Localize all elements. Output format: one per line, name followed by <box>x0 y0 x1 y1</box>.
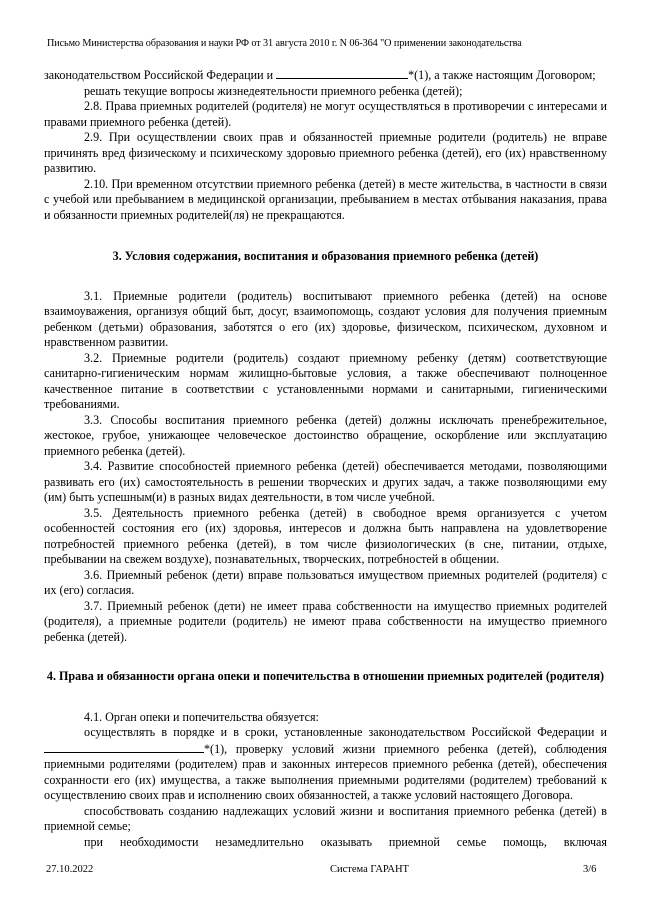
paragraph-3-6: 3.6. Приемный ребенок (дети) вправе пользоваться имуществом приемных родителей (родителя) с их (его) согласия. <box>44 567 607 597</box>
paragraph <box>44 67 607 84</box>
paragraph-text: законодательством Российской Федерации и <box>44 68 277 82</box>
paragraph-3-4: 3.4. Развитие способностей приемного ребенка (детей) обеспечивается методами, позволяющими развивать его (их) самостоятельность в решении творческих и других задач, а также позволяющими ему (им) быть успешным(и) в разных видах деятельности, в том числе учебной. <box>44 459 607 504</box>
section-4-heading: 4. Права и обязанности органа опеки и попечительства в отношении приемных родителей (родителя) <box>46 669 605 683</box>
footer-page-number: 3/6 <box>583 864 597 875</box>
paragraph-3-2: 3.2. Приемные родители (родитель) создают приемному ребенку (детям) соответствующие санитарно-гигиеническим нормам жилищно-бытовые условия, а также обеспечивают полноценное качественное питание в соответствии с установленными нормами и санитарными, гигиеническими требованиями. <box>44 350 607 411</box>
document-body <box>44 67 607 850</box>
paragraph: способствовать созданию надлежащих условий жизни и воспитания приемного ребенка (детей) в приемной семье; <box>44 803 607 833</box>
paragraph-4-1: 4.1. Орган опеки и попечительства обязуется: <box>84 709 319 724</box>
paragraph-3-5: 3.5. Деятельность приемного ребенка (детей) в свободное время организуется с учетом особенностей состояния его (их) здоровья, интересов и должна быть направлена на удовлетворение потребностей приемного ребенка (детей), в том числе физиологических (в сне, питании, отдыхе, пребывании на свежем воздухе), познавательных, творческих, потребностей в общении. <box>44 505 607 566</box>
paragraph-text: осуществлять в порядке и в сроки, установленные законодательством Российской Федерации и <box>84 725 607 739</box>
section-3-heading: 3. Условия содержания, воспитания и образования приемного ребенка (детей) <box>112 249 539 263</box>
footer-system-name: Система ГАРАНТ <box>330 864 409 875</box>
paragraph-2-10: 2.10. При временном отсутствии приемного ребенка (детей) в месте жительства, в частности в связи с учебой или пребыванием в медицинской организации, пребыванием в местах отбывания наказания, права и обязанности приемных родителей(ля) не прекращаются. <box>44 176 607 222</box>
paragraph-2-8: 2.8. Права приемных родителей (родителя) не могут осуществляться в противоречии с интересами и правами приемного ребенка (детей). <box>44 99 607 129</box>
paragraph-3-7: 3.7. Приемный ребенок (дети) не имеет права собственности на имущество приемных родителей (родителя), а приемные родители (родитель) не имеют права собственности на имущество приемного ребенка (детей). <box>44 598 607 644</box>
footer-date: 27.10.2022 <box>46 864 94 875</box>
paragraph-3-3: 3.3. Способы воспитания приемного ребенка (детей) должны исключать пренебрежительное, жестокое, грубое, унижающее человеческое достоинство обращение, оскорбление или эксплуатацию приемного ребенка (детей). <box>44 412 607 458</box>
document-header: Письмо Министерства образования и науки РФ от 31 августа 2010 г. N 06-364 "О применении законодательства <box>47 38 522 49</box>
paragraph: решать текущие вопросы жизнедеятельности приемного ребенка (детей); <box>84 83 463 98</box>
paragraph <box>44 725 607 804</box>
paragraph-3-1: 3.1. Приемные родители (родитель) воспитывают приемного ребенка (детей) на основе взаимоуважения, организуя общий быт, досуг, взаимопомощь, создают условия для получения приемным ребенком (детьми) образования, заботятся о его (их) здоровье, физическом, психическом, духовном и нравственном развитии. <box>44 288 607 349</box>
blank-field <box>276 67 408 79</box>
paragraph-text: *(1), проверку условий жизни приемного ребенка (детей), соблюдения приемными родителями (родителем) прав и законных интересов приемного ребенка (детей), обеспечения сохранности его (их) имущества, а также выполнения приемными родителями (родителем) требований к осуществлению своих прав и исполнению своих обязанностей, а также условий настоящего Договора. <box>44 741 607 802</box>
paragraph: при необходимости незамедлительно оказывать приемной семье помощь, включая <box>84 834 607 849</box>
paragraph-2-9: 2.9. При осуществлении своих прав и обязанностей приемные родители (родитель) не вправе причинять вред физическому и психическому здоровью приемного ребенка (детей), его (их) нравственному развитию. <box>44 130 607 175</box>
blank-field <box>44 741 204 753</box>
paragraph-text: *(1), а также настоящим Договором; <box>408 68 596 82</box>
